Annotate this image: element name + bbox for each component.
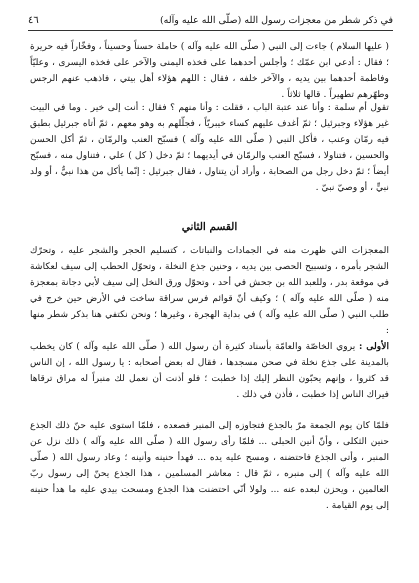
- paragraph-4-label: الأولى :: [358, 341, 389, 352]
- paragraph-2: [30, 100, 389, 197]
- section-title: القسم الثاني: [181, 221, 238, 233]
- paragraph-4: [30, 339, 389, 403]
- paragraph-5: [30, 418, 389, 515]
- paragraph-3: [30, 243, 389, 340]
- page-number: ٤٦: [28, 14, 39, 26]
- paragraph-2-text: تقول أم سلمة : وأنا عند عتبة الباب ، فقلت : وأنا منهم ؟ فقال : أنت إلى خير . وما في البيت غير هؤلاء وجبرئيل ؛ ثمّ أغدف عليهم كساء خيبريّاً ، فجلّلهم به وهو معهم ، ثمّ أتاه جبرئيل بطبق فيه رمّان وعنب ، فأكل النبي ( صلّى الله عليه وآله ) فسبّح العنب والرمّان ، ثمّ أكل الحسن والحسين ، فتناولا ، فسبّح العنب والرمّان في أيديهما ؛ ثمّ دخل ( كل ) علي ، فتناول منه ، فسبّح أيضاً ؛ ثمّ دخل رجل من الصحابة ، وأراد أن يتناول ، فقال جبرئيل : إنّما يأكل من هذا نبيٌّ ، أو ولد نبيٍّ ، أو وصيّ نبيّ .: [30, 102, 389, 194]
- paragraph-4-body: [30, 339, 389, 403]
- paragraph-4-text: يروي الخاصّة والعامّة بأسناد كثيرة أن رسول الله ( صلّى الله عليه وآله ) كان يخطب بالمدينة على جذع نخلة في صحن مسجدها ، فقال له بعض أصحابه : يا رسول الله ، إن الناس قد كثروا ، وإنهم يحبّون النظر إليك إذا خطبت ؛ فلو أذنت أن نعمل لك منبراً له مراق ترقاها فيراك الناس إذا خطبت ، فأذن في ذلك .: [30, 341, 389, 401]
- header-title: في ذكر شطر من معجزات رسول الله (صلّى الله عليه وآله): [159, 14, 393, 26]
- paragraph-1: [30, 39, 389, 103]
- running-header: [28, 12, 393, 28]
- paragraph-3-text: المعجزات التي ظهرت منه في الجمادات والنباتات ، كتسليم الحجر والشجر عليه ، وتحرّك الشجر بأمره ، وتسبيح الحصى بين يديه ، وحنين جذع النخلة ، وتحوّل الحطب إلى سيف لعكاشة في موقعة بدر ، وللعبد الله بن جحش في أحد ، وتحوّل ورق النخل إلى سيف لأبي دجانة بمعجزة منه ( صلّى الله عليه وآله ) ؛ وكيف أنّ قوائم فرس سراقة ساخت في الأرض حين خرج في طلب النبي ( صلّى الله عليه وآله ) في بداية الهجرة ، وغيرها ؛ ونحن نكتفي هنا بذكر شطر منها :: [30, 245, 389, 337]
- paragraph-5-text: فلمّا كان يوم الجمعة مرّ بالجذع فتجاوزه إلى المنبر فصعده ، فلمّا استوى عليه حنّ ذلك الجذع حنين الثكلى ، وأنّ أنين الحبلى ... فلمّا رأى رسول الله ( صلّى الله عليه وآله ) ذلك نزل عن المنبر ، وأتى الجذع فاحتضنه ، ومسح عليه يده ... فهدأ حنينه وأنينه ؛ وعاد رسول الله ( صلّى الله عليه وآله ) إلى منبره ، ثمّ قال : معاشر المسلمين ، هذا الجذع يحنّ إلى رسول ربّ العالمين ، ويحزن لبعده عنه ... ولولا أنّي احتضنت هذا الجذع ومسحت بيدي عليه ما هدأ حنينه إلى يوم القيامة .: [30, 420, 389, 512]
- paragraph-1-text: ( عليها السلام ) جاءت إلى النبي ( صلّى الله عليه وآله ) حاملة حسناً وحسيناً ، وفخّاراً فيه حريرة ؛ فقال : أدعي ابن عمّك ؛ وأجلس أحدهما على فخذه اليمنى والآخر على فخذه اليسرى ، وعليّاً وفاطمة أحدهما بين يديه ، والآخر خلفه ، فقال : اللهم هؤلاء أهل بيتي ، فاذهب عنهم الرجس وطهّرهم تطهيراً . قالها ثلاثاً .: [30, 41, 389, 101]
- header-rule: [28, 30, 393, 31]
